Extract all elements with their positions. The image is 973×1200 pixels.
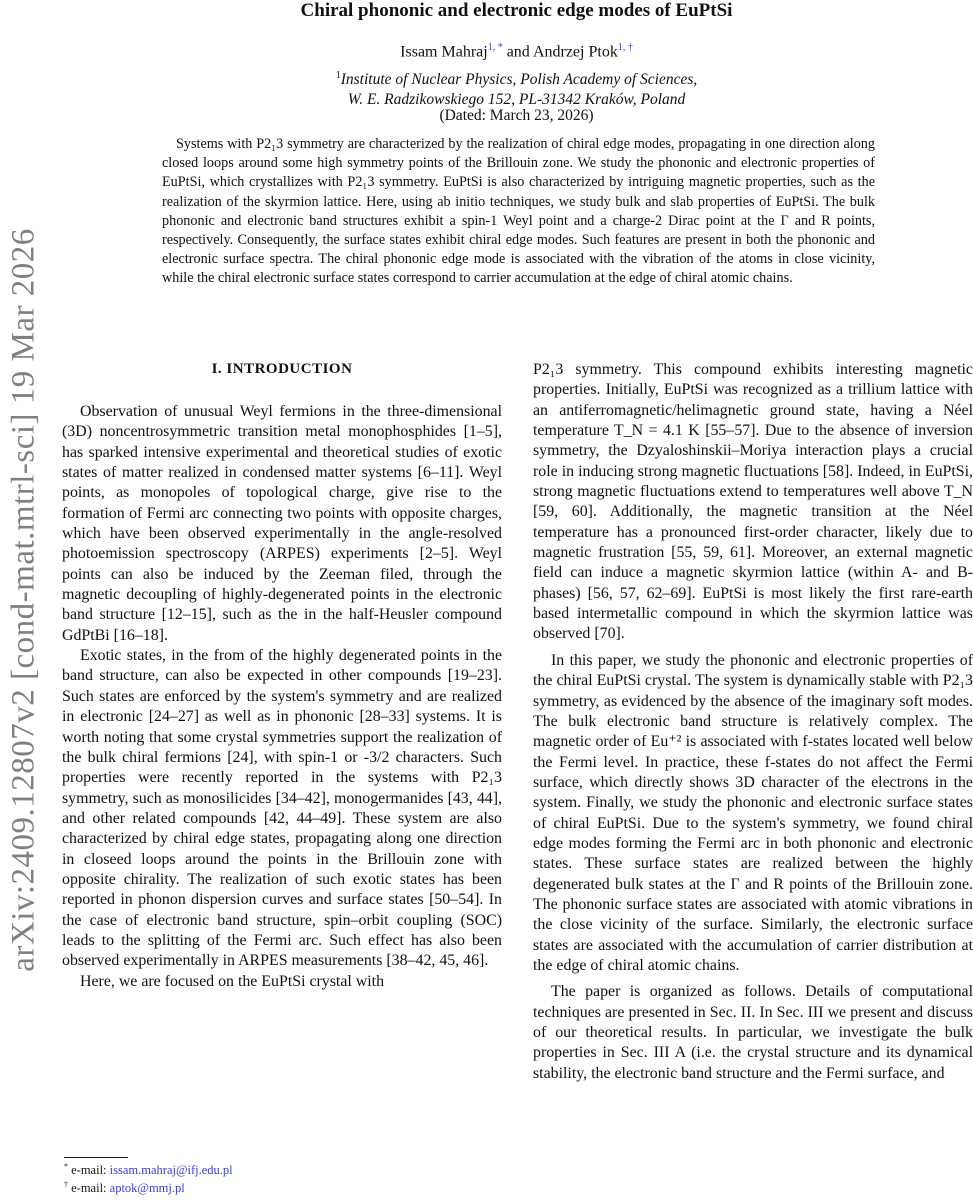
paragraph: P2₁3 symmetry. This compound exhibits interesting magnetic properties. Initially, EuPtSi was recognized as a trillium lattice with an antiferromagnetic/helimagnetic ground state, having a Néel temperature T_N = 4.1 K [55–57]. Due to the absence of inversion symmetry, the Dzyaloshinskii–Moriya interaction plays a crucial role in inducing strong magnetic fluctuations [58]. Indeed, in EuPtSi, strong magnetic fluctuations extend to temperatures well above T_N [59, 60]. Additionally, the magnetic transition at the Néel temperature has a pronounced first-order character, likely due to magnetic frustration [55, 59, 61]. Moreover, an external magnetic field can induce a magnetic skyrmion lattice (within A- and B-phases) [56, 57, 62–69]. EuPtSi is most likely the first rare-earth based intermetallic compound in which the skyrmion lattice was observed [70]. bbox=[533, 361, 973, 643]
email-link[interactable]: issam.mahraj@ifj.edu.pl bbox=[109, 1163, 233, 1178]
author-connector: and bbox=[506, 43, 530, 61]
email-link[interactable]: aptok@mmj.pl bbox=[109, 1181, 185, 1196]
arxiv-identifier bbox=[0, 0, 48, 1200]
right-column bbox=[533, 360, 973, 1084]
paragraph: In this paper, we study the phononic and electronic properties of the chiral EuPtSi crystal. The system is dynamically stable with P2₁3 symmetry, as evidenced by the absence of the imaginary soft modes. The bulk electronic band structure is relatively complex. The magnetic order of Eu⁺² is associated with f-states located well below the Fermi level. In practice, these f-states do not affect the Fermi surface, which directly shows 3D character of the electrons in the system. Finally, we study the phononic and electronic surface states of chiral EuPtSi. Due to the system's symmetry, we found chiral edge modes forming the Fermi arc in both phononic and electronic states. These surface states are realized between the highly degenerated bulk states at the Γ and R points of the Brillouin zone. The phononic surface states are associated with atomic vibrations in the close vicinity of the surface. Similarly, the electronic surface states are associated with the accumulation of carrier distribution at the edge of chiral atomic chains. bbox=[533, 651, 973, 974]
author-affiliation-mark[interactable]: 1, † bbox=[617, 42, 633, 53]
author-name: Issam Mahraj bbox=[400, 43, 488, 61]
affiliation-line: Institute of Nuclear Physics, Polish Academy of Sciences, bbox=[340, 71, 698, 89]
paper-title: Chiral phononic and electronic edge modes of EuPtSi bbox=[300, 0, 733, 21]
paragraph: Observation of unusual Weyl fermions in the three-dimensional (3D) noncentrosymmetric transition metal monophosphides [1–5], has sparked intensive experimental and theoretical studies of exotic states of matter realized in condensed matter systems [6–11]. Weyl points, as monopoles of topological charge, give rise to the formation of Fermi arc connecting two points with opposite charges, which have been observed experimentally in the angle-resolved photoemission spectroscopy (ARPES) experiments [2–5]. Weyl points can also be induced by the Zeeman filed, through the magnetic decoupling of highly-degenerated points in the electronic band structure [12–15], such as the in the half-Heusler compound GdPtBi [16–18]. bbox=[62, 403, 502, 644]
abstract: Systems with P2₁3 symmetry are characterized by the realization of chiral edge modes, propagating in one direction along closed loops around some high symmetry points of the Brillouin zone. We study the phononic and electronic properties of EuPtSi, which crystallizes with P2₁3 symmetry. EuPtSi is also characterized by intriguing magnetic properties, such as the realization of the skyrmion lattice. Here, using ab initio techniques, we study bulk and slab properties of EuPtSi. The bulk phononic and electronic band structures exhibit a spin-1 Weyl point and a charge-2 Dirac point at the Γ and R points, respectively. Consequently, the surface states exhibit chiral edge modes. Such features are present in both the phononic and electronic surface spectra. The chiral phononic edge mode is associated with the vibration of the atoms in close vicinity, while the chiral electronic surface states correspond to carrier accumulation at the edge of chiral atomic chains. bbox=[162, 136, 875, 287]
arxiv-identifier-text: arXiv:2409.12807v2 [cond-mat.mtrl-sci] 19 Mar 2026 bbox=[5, 228, 42, 972]
author-affiliation-mark[interactable]: 1, * bbox=[487, 42, 503, 53]
footnote-mark: * bbox=[64, 1162, 68, 1171]
paragraph: Exotic states, in the from of the highly degenerated points in the band structure, can also be expected in other compounds [19–23]. Such states are enforced by the system's symmetry and are realized in electronic [24–27] as well as in phononic [28–33] systems. It is worth noting that some crystal symmetries support the realization of the bulk chiral fermions [24], with spin-1 or -3/2 characters. Such properties were recently reported in the systems with P2₁3 symmetry, such as monosilicides [34–42], monogermanides [43, 44], and other related compounds [42, 44–49]. These system are also characterized by chiral edge states, propagating along one direction in closeed loops around the points in the Brillouin zone with opposite chirality. The realization of such exotic states has been reported in phonon dispersion curves and surface states [50–54]. In the case of electronic band structure, spin–orbit coupling (SOC) leads to the splitting of the Fermi arc. Such effect has also been observed experimentally in ARPES measurements [38–42, 45, 46]. bbox=[62, 647, 502, 970]
footnote-divider bbox=[64, 1157, 128, 1158]
affiliation-mark: 1 bbox=[335, 70, 341, 81]
footnote bbox=[64, 1180, 185, 1196]
footnote bbox=[64, 1162, 233, 1178]
footnote-label: e-mail: bbox=[71, 1181, 107, 1196]
section-heading: I. INTRODUCTION bbox=[211, 361, 353, 377]
footnote-label: e-mail: bbox=[71, 1163, 107, 1178]
left-column bbox=[62, 360, 502, 992]
affiliation-line: W. E. Radzikowskiego 152, PL-31342 Kraków, Poland bbox=[347, 91, 686, 109]
author-list bbox=[60, 42, 973, 61]
paragraph: The paper is organized as follows. Details of computational techniques are presented in Sec. II. In Sec. III we present and discuss of our theoretical results. In particular, we investigate the bulk properties in Sec. III A (i.e. the crystal structure and its dynamical stability, the electronic band structure and the Fermi surface, and bbox=[533, 983, 973, 1082]
footnote-mark: † bbox=[64, 1180, 68, 1189]
affiliation bbox=[60, 66, 973, 110]
paragraph: Here, we are focused on the EuPtSi crystal with bbox=[80, 972, 385, 990]
author-name: Andrzej Ptok bbox=[532, 43, 618, 61]
date-line: (Dated: March 23, 2026) bbox=[439, 107, 594, 124]
